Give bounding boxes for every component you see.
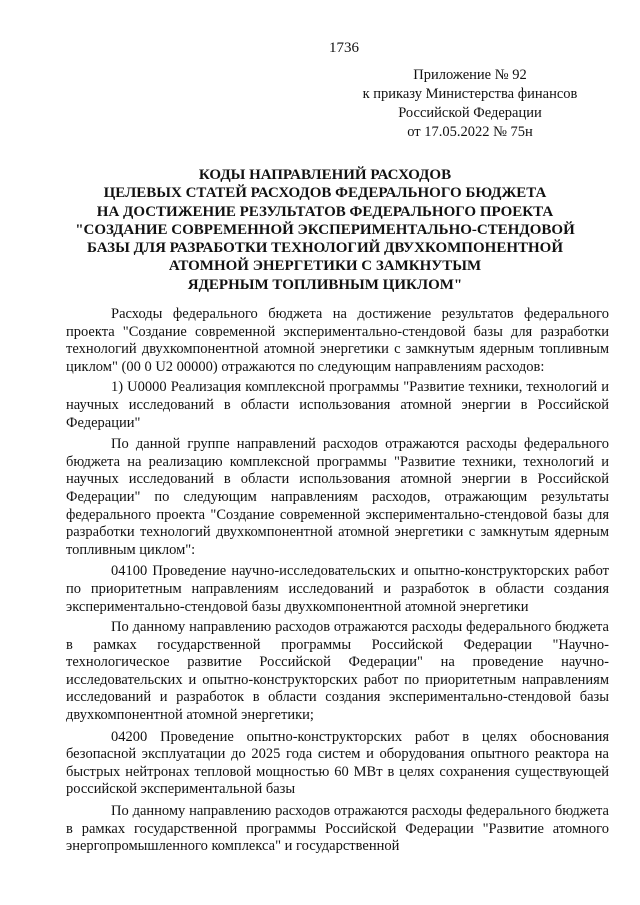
page-number: 1736 xyxy=(329,40,359,56)
title-line: НА ДОСТИЖЕНИЕ РЕЗУЛЬТАТОВ ФЕДЕРАЛЬНОГО ПРОЕКТА xyxy=(96,203,554,220)
code-04200-paragraph: 04200 Проведение опытно-конструкторских работ в целях обоснования безопасной эксплуатации до 2025 года систем и оборудования опытного реактора на быстрых нейтронах тепловой мощностью 60 МВт в целях сохранения существующей российской экспериментальной базы xyxy=(66,728,609,798)
title-line: ЦЕЛЕВЫХ СТАТЕЙ РАСХОДОВ ФЕДЕРАЛЬНОГО БЮДЖЕТА xyxy=(103,185,547,202)
intro-paragraph: Расходы федерального бюджета на достижение результатов федерального проекта "Создание современной экспериментально-стендовой базы для разработки технологий двухкомпонентной атомной энергетики с замкнутым ядерным топливным циклом" (00 0 U2 00000) отражаются по следующим направлениям расходов: xyxy=(66,306,609,375)
code-04100-paragraph: 04100 Проведение научно-исследовательских и опытно-конструкторских работ по приоритетным направлениям исследований и разработок в области создания экспериментально-стендовой базы двухкомпонентной атомной энергетики xyxy=(66,563,609,615)
code-04100-description: По данному направлению расходов отражаются расходы федерального бюджета в рамках государственной программы Российской Федерации "Научно-технологическое развитие Российской Федерации" на проведение научно-исследовательских и опытно-конструкторских работ по приоритетным направлениям исследований и разработок в области создания экспериментально-стендовой базы двухкомпонентной атомной энергетики; xyxy=(66,619,609,724)
appendix-date: от 17.05.2022 № 75н xyxy=(407,124,533,140)
title-line: КОДЫ НАПРАВЛЕНИЙ РАСХОДОВ xyxy=(198,167,452,183)
appendix-order-ref: к приказу Министерства финансов xyxy=(362,86,578,102)
title-line: БАЗЫ ДЛЯ РАЗРАБОТКИ ТЕХНОЛОГИЙ ДВУХКОМПОНЕНТНОЙ xyxy=(87,240,563,257)
title-line: "СОЗДАНИЕ СОВРЕМЕННОЙ ЭКСПЕРИМЕНТАЛЬНО-СТЕНДОВОЙ xyxy=(75,221,575,238)
appendix-authority: Российской Федерации xyxy=(398,105,542,121)
code-04200-description: По данному направлению расходов отражаются расходы федерального бюджета в рамках государственной программы Российской Федерации "Развитие атомного энергопромышленного комплекса" и государственной xyxy=(66,803,609,855)
title-line: АТОМНОЙ ЭНЕРГЕТИКИ С ЗАМКНУТЫМ xyxy=(168,258,482,275)
appendix-block xyxy=(330,66,610,142)
appendix-number: Приложение № 92 xyxy=(413,67,527,83)
item-u0000-paragraph: 1) U0000 Реализация комплексной программы "Развитие техники, технологий и научных исследований в области использования атомной энергии в Российской Федерации" xyxy=(66,379,609,431)
document-title xyxy=(60,166,590,294)
group-description-paragraph: По данной группе направлений расходов отражаются расходы федерального бюджета на реализацию комплексной программы "Развитие техники, технологий и научных исследований в области использования атомной энергии в Российской Федерации" по следующим направлениям расходов, отражающим результаты федерального проекта "Создание современной экспериментально-стендовой базы для разработки технологий двухкомпонентной атомной энергетики с замкнутым ядерным топливным циклом": xyxy=(66,436,609,558)
document-body xyxy=(66,306,609,856)
title-line: ЯДЕРНЫМ ТОПЛИВНЫМ ЦИКЛОМ" xyxy=(187,276,463,293)
